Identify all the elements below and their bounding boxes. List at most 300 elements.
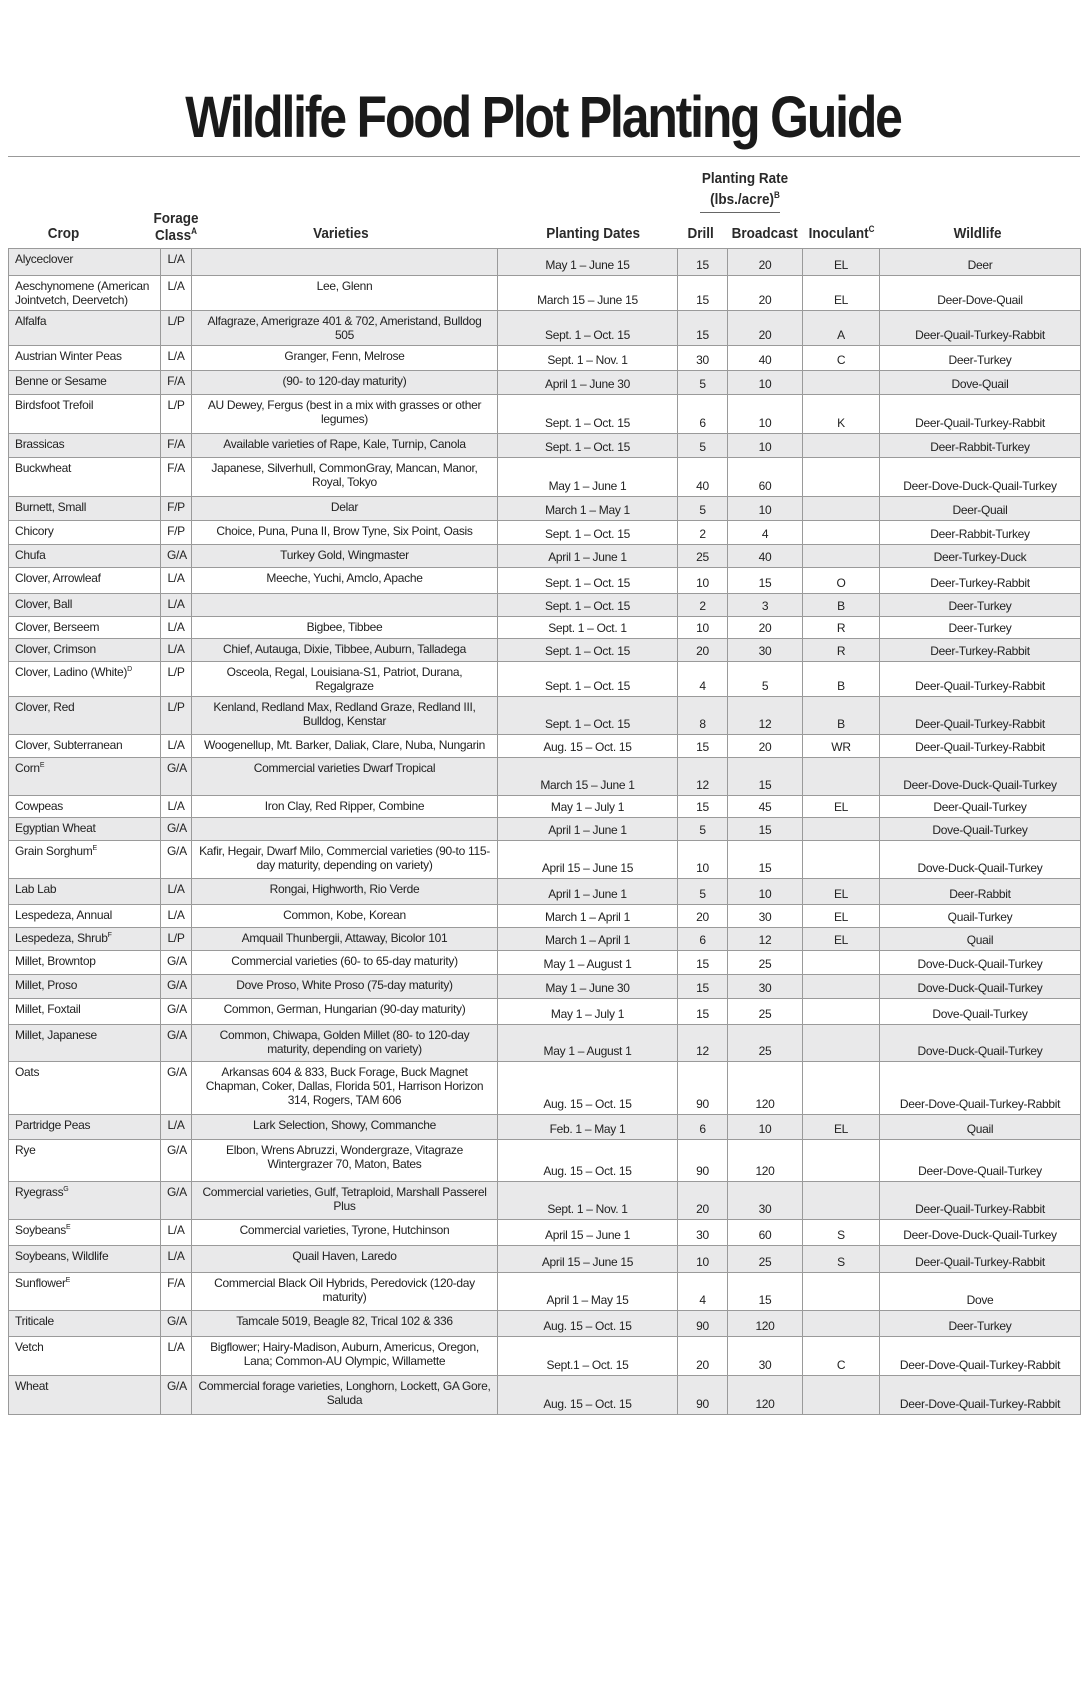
crop-cell bbox=[9, 521, 161, 545]
planting-dates-text: May 1 – August 1 bbox=[543, 1044, 632, 1058]
varieties-text: Rongai, Highworth, Rio Verde bbox=[269, 882, 420, 896]
forage-class-text: G/A bbox=[167, 548, 187, 562]
wildlife-text: Quail bbox=[966, 933, 994, 947]
drill-rate-text: 2 bbox=[699, 527, 706, 541]
drill-rate-text: 15 bbox=[696, 740, 709, 754]
drill-rate-text: 90 bbox=[696, 1164, 709, 1178]
drill-rate-text: 5 bbox=[699, 440, 706, 454]
broadcast-rate-text: 15 bbox=[758, 778, 772, 792]
planting-dates-cell bbox=[498, 1376, 678, 1415]
table-row bbox=[9, 594, 1081, 617]
table-row bbox=[9, 346, 1081, 371]
wildlife-cell bbox=[880, 697, 1081, 735]
varieties-text: Delar bbox=[330, 500, 359, 514]
planting-dates-cell bbox=[498, 796, 678, 818]
planting-dates-text: Sept. 1 – Oct. 15 bbox=[545, 527, 630, 541]
forage-class-text: L/A bbox=[167, 252, 185, 266]
planting-dates-text: May 1 – July 1 bbox=[550, 1007, 625, 1021]
drill-rate-text: 12 bbox=[696, 1044, 709, 1058]
varieties-text: Choice, Puna, Puna II, Brow Tyne, Six Point, Oasis bbox=[216, 524, 473, 538]
inoculant-cell bbox=[803, 434, 880, 458]
planting-dates-cell bbox=[498, 999, 678, 1025]
wildlife-text: Deer-Dove-Quail-Turkey bbox=[918, 1164, 1042, 1178]
wildlife-cell bbox=[880, 758, 1081, 796]
drill-rate-cell bbox=[678, 818, 728, 841]
inoculant-cell bbox=[803, 521, 880, 545]
inoculant-cell bbox=[803, 395, 880, 434]
broadcast-rate-cell bbox=[728, 818, 803, 841]
planting-dates-cell bbox=[498, 434, 678, 458]
varieties-cell bbox=[192, 1246, 498, 1273]
drill-rate-text: 20 bbox=[696, 644, 709, 658]
table-row bbox=[9, 1376, 1081, 1415]
wildlife-cell bbox=[880, 905, 1081, 928]
wildlife-text: Deer-Quail-Turkey bbox=[933, 800, 1027, 814]
forage-class-text: L/A bbox=[167, 908, 185, 922]
header-varieties: Varieties bbox=[313, 225, 369, 242]
varieties-text: Commercial forage varieties, Longhorn, Lockett, GA Gore, Saluda bbox=[198, 1379, 491, 1407]
broadcast-rate-cell bbox=[728, 346, 803, 371]
inoculant-cell bbox=[803, 1246, 880, 1273]
broadcast-rate-cell bbox=[728, 905, 803, 928]
varieties-text: Lark Selection, Showy, Commanche bbox=[253, 1118, 436, 1132]
planting-dates-cell bbox=[498, 841, 678, 879]
broadcast-rate-cell bbox=[728, 697, 803, 735]
wildlife-cell bbox=[880, 1311, 1081, 1337]
forage-class-cell bbox=[161, 818, 192, 841]
broadcast-rate-text: 15 bbox=[758, 861, 772, 875]
crop-cell bbox=[9, 311, 161, 346]
wildlife-text: Deer-Quail-Turkey-Rabbit bbox=[915, 1202, 1045, 1216]
broadcast-rate-text: 10 bbox=[758, 440, 772, 454]
drill-rate-cell bbox=[678, 371, 728, 395]
crop-text: Alyceclover bbox=[15, 252, 74, 266]
planting-dates-cell bbox=[498, 662, 678, 697]
inoculant-cell bbox=[803, 311, 880, 346]
forage-class-text: L/P bbox=[167, 665, 185, 679]
broadcast-rate-text: 25 bbox=[758, 1255, 772, 1269]
drill-rate-cell bbox=[678, 545, 728, 568]
varieties-text: Granger, Fenn, Melrose bbox=[284, 349, 405, 363]
table-row bbox=[9, 975, 1081, 999]
inoculant-cell bbox=[803, 735, 880, 758]
table-row bbox=[9, 568, 1081, 594]
crop-text: Brassicas bbox=[15, 437, 65, 451]
drill-rate-cell bbox=[678, 999, 728, 1025]
broadcast-rate-text: 15 bbox=[758, 576, 772, 590]
varieties-cell bbox=[192, 735, 498, 758]
inoculant-text: B bbox=[837, 679, 845, 693]
drill-rate-text: 30 bbox=[696, 1228, 709, 1242]
broadcast-rate-text: 60 bbox=[758, 479, 772, 493]
crop-text: Partridge Peas bbox=[15, 1118, 91, 1132]
table-row bbox=[9, 905, 1081, 928]
table-row bbox=[9, 841, 1081, 879]
planting-dates-cell bbox=[498, 975, 678, 999]
planting-dates-text: April 1 – June 1 bbox=[548, 887, 627, 901]
wildlife-cell bbox=[880, 1337, 1081, 1376]
broadcast-rate-text: 12 bbox=[758, 717, 772, 731]
broadcast-rate-text: 30 bbox=[758, 644, 772, 658]
broadcast-rate-cell bbox=[728, 975, 803, 999]
drill-rate-text: 15 bbox=[696, 328, 709, 342]
drill-rate-text: 10 bbox=[696, 576, 709, 590]
forage-class-cell bbox=[161, 841, 192, 879]
forage-class-cell bbox=[161, 346, 192, 371]
planting-dates-cell bbox=[498, 758, 678, 796]
wildlife-text: Dove-Duck-Quail-Turkey bbox=[917, 957, 1043, 971]
broadcast-rate-text: 120 bbox=[755, 1164, 775, 1178]
wildlife-text: Dove-Duck-Quail-Turkey bbox=[917, 1044, 1043, 1058]
planting-dates-cell bbox=[498, 905, 678, 928]
varieties-cell bbox=[192, 458, 498, 497]
inoculant-cell bbox=[803, 1337, 880, 1376]
crop-cell bbox=[9, 879, 161, 905]
drill-rate-text: 10 bbox=[696, 621, 709, 635]
inoculant-text: S bbox=[837, 1255, 845, 1269]
crop-text: Millet, Browntop bbox=[15, 954, 96, 968]
crop-cell bbox=[9, 975, 161, 999]
drill-rate-text: 6 bbox=[699, 416, 706, 430]
drill-rate-text: 15 bbox=[696, 981, 709, 995]
wildlife-text: Deer-Turkey bbox=[948, 1319, 1012, 1333]
planting-dates-text: April 15 – June 15 bbox=[541, 1255, 634, 1269]
wildlife-cell bbox=[880, 1025, 1081, 1062]
drill-rate-cell bbox=[678, 1025, 728, 1062]
crop-cell bbox=[9, 951, 161, 975]
broadcast-rate-cell bbox=[728, 1062, 803, 1115]
varieties-cell bbox=[192, 796, 498, 818]
varieties-text: Meeche, Yuchi, Amclo, Apache bbox=[266, 571, 423, 585]
drill-rate-cell bbox=[678, 617, 728, 639]
wildlife-cell bbox=[880, 521, 1081, 545]
planting-dates-text: May 1 – June 15 bbox=[545, 258, 630, 272]
crop-cell bbox=[9, 1182, 161, 1220]
drill-rate-cell bbox=[678, 311, 728, 346]
inoculant-cell bbox=[803, 758, 880, 796]
broadcast-rate-text: 25 bbox=[758, 957, 772, 971]
drill-rate-cell bbox=[678, 697, 728, 735]
forage-class-text: L/A bbox=[167, 738, 185, 752]
wildlife-text: Deer-Quail-Turkey-Rabbit bbox=[915, 717, 1045, 731]
inoculant-cell bbox=[803, 841, 880, 879]
forage-class-cell bbox=[161, 758, 192, 796]
wildlife-text: Deer-Quail bbox=[952, 503, 1008, 517]
drill-rate-text: 4 bbox=[699, 1293, 706, 1307]
varieties-text: Kenland, Redland Max, Redland Graze, Redland III, Bulldog, Kenstar bbox=[213, 700, 476, 728]
varieties-text: Turkey Gold, Wingmaster bbox=[280, 548, 409, 562]
varieties-text: Lee, Glenn bbox=[316, 279, 373, 293]
crop-text: Egyptian Wheat bbox=[15, 821, 96, 835]
varieties-cell bbox=[192, 951, 498, 975]
planting-dates-cell bbox=[498, 1025, 678, 1062]
drill-rate-cell bbox=[678, 1246, 728, 1273]
varieties-cell bbox=[192, 1376, 498, 1415]
varieties-text: Amquail Thunbergii, Attaway, Bicolor 101 bbox=[241, 931, 448, 945]
forage-class-text: L/P bbox=[167, 700, 185, 714]
drill-rate-cell bbox=[678, 735, 728, 758]
drill-rate-text: 90 bbox=[696, 1097, 709, 1111]
crop-text: Alfalfa bbox=[15, 314, 47, 328]
planting-dates-text: April 15 – June 1 bbox=[545, 1228, 630, 1242]
wildlife-cell bbox=[880, 545, 1081, 568]
varieties-text: Commercial varieties (60- to 65-day maturity) bbox=[231, 954, 458, 968]
forage-class-cell bbox=[161, 1376, 192, 1415]
table-row bbox=[9, 371, 1081, 395]
wildlife-text: Deer bbox=[967, 258, 993, 272]
forage-class-cell bbox=[161, 975, 192, 999]
planting-dates-text: Aug. 15 – Oct. 15 bbox=[543, 1319, 632, 1333]
planting-dates-text: May 1 – June 30 bbox=[545, 981, 630, 995]
drill-rate-text: 2 bbox=[699, 599, 706, 613]
drill-rate-text: 15 bbox=[696, 258, 709, 272]
crop-cell bbox=[9, 1311, 161, 1337]
inoculant-text: C bbox=[836, 1358, 846, 1372]
planting-dates-cell bbox=[498, 818, 678, 841]
drill-rate-cell bbox=[678, 1062, 728, 1115]
broadcast-rate-text: 60 bbox=[758, 1228, 772, 1242]
drill-rate-cell bbox=[678, 975, 728, 999]
wildlife-cell bbox=[880, 371, 1081, 395]
broadcast-rate-cell bbox=[728, 639, 803, 662]
planting-dates-text: April 1 – June 30 bbox=[545, 377, 630, 391]
broadcast-rate-cell bbox=[728, 951, 803, 975]
inoculant-cell bbox=[803, 796, 880, 818]
crop-text: Burnett, Small bbox=[15, 500, 87, 514]
forage-class-cell bbox=[161, 521, 192, 545]
table-row bbox=[9, 1337, 1081, 1376]
broadcast-rate-cell bbox=[728, 735, 803, 758]
forage-class-text: G/A bbox=[167, 954, 187, 968]
inoculant-cell bbox=[803, 928, 880, 951]
wildlife-cell bbox=[880, 434, 1081, 458]
broadcast-rate-text: 25 bbox=[758, 1007, 772, 1021]
broadcast-rate-text: 5 bbox=[761, 679, 769, 693]
wildlife-text: Deer-Dove-Quail bbox=[937, 293, 1023, 307]
forage-class-text: L/A bbox=[167, 642, 185, 656]
crop-cell bbox=[9, 276, 161, 311]
wildlife-cell bbox=[880, 346, 1081, 371]
drill-rate-text: 5 bbox=[699, 887, 706, 901]
forage-class-text: L/A bbox=[167, 1249, 185, 1263]
table-row bbox=[9, 1311, 1081, 1337]
wildlife-cell bbox=[880, 249, 1081, 276]
varieties-cell bbox=[192, 841, 498, 879]
drill-rate-text: 15 bbox=[696, 1007, 709, 1021]
table-row bbox=[9, 276, 1081, 311]
forage-class-cell bbox=[161, 371, 192, 395]
crop-cell bbox=[9, 758, 161, 796]
title-divider bbox=[8, 156, 1080, 157]
broadcast-rate-cell bbox=[728, 1311, 803, 1337]
wildlife-cell bbox=[880, 311, 1081, 346]
inoculant-text: WR bbox=[831, 740, 851, 754]
forage-class-text: L/A bbox=[167, 1340, 185, 1354]
broadcast-rate-cell bbox=[728, 521, 803, 545]
wildlife-text: Quail-Turkey bbox=[947, 910, 1013, 924]
crop-text: Lespedeza, Annual bbox=[15, 908, 112, 922]
drill-rate-cell bbox=[678, 395, 728, 434]
varieties-text: Iron Clay, Red Ripper, Combine bbox=[264, 799, 425, 813]
crop-text: Wheat bbox=[15, 1379, 49, 1393]
varieties-cell bbox=[192, 1311, 498, 1337]
table-row bbox=[9, 1273, 1081, 1311]
varieties-text: AU Dewey, Fergus (best in a mix with grasses or other legumes) bbox=[207, 398, 482, 426]
varieties-cell bbox=[192, 311, 498, 346]
broadcast-rate-text: 120 bbox=[755, 1319, 775, 1333]
inoculant-text: O bbox=[836, 576, 846, 590]
varieties-cell bbox=[192, 371, 498, 395]
planting-dates-text: April 15 – June 15 bbox=[541, 861, 634, 875]
planting-dates-cell bbox=[498, 1140, 678, 1182]
header-planting-rate: Planting Rate (lbs./acre)$^B$ bbox=[701, 170, 789, 208]
varieties-cell bbox=[192, 594, 498, 617]
crop-cell bbox=[9, 395, 161, 434]
wildlife-cell bbox=[880, 735, 1081, 758]
wildlife-text: Deer-Quail-Turkey-Rabbit bbox=[915, 328, 1045, 342]
broadcast-rate-cell bbox=[728, 1337, 803, 1376]
inoculant-cell bbox=[803, 1025, 880, 1062]
planting-dates-cell bbox=[498, 928, 678, 951]
wildlife-text: Deer-Turkey-Duck bbox=[933, 550, 1027, 564]
broadcast-rate-cell bbox=[728, 371, 803, 395]
planting-dates-text: May 1 – August 1 bbox=[543, 957, 632, 971]
crop-text: Birdsfoot Trefoil bbox=[15, 398, 94, 412]
drill-rate-text: 25 bbox=[696, 550, 709, 564]
crop-cell bbox=[9, 662, 161, 697]
header-crop: Crop bbox=[47, 225, 80, 242]
forage-class-cell bbox=[161, 697, 192, 735]
table-row bbox=[9, 999, 1081, 1025]
broadcast-rate-cell bbox=[728, 395, 803, 434]
wildlife-text: Deer-Rabbit-Turkey bbox=[930, 527, 1030, 541]
varieties-text: Common, Chiwapa, Golden Millet (80- to 120-day maturity, depending on variety) bbox=[219, 1028, 470, 1056]
forage-class-text: L/A bbox=[167, 1223, 185, 1237]
table-row bbox=[9, 434, 1081, 458]
forage-class-text: F/P bbox=[167, 524, 185, 538]
varieties-text: Osceola, Regal, Louisiana-S1, Patriot, Durana, Regalgraze bbox=[226, 665, 463, 693]
varieties-cell bbox=[192, 758, 498, 796]
forage-class-text: G/A bbox=[167, 978, 187, 992]
wildlife-text: Deer-Dove-Quail-Turkey-Rabbit bbox=[899, 1358, 1061, 1372]
wildlife-cell bbox=[880, 1182, 1081, 1220]
inoculant-text: K bbox=[837, 416, 845, 430]
drill-rate-cell bbox=[678, 1182, 728, 1220]
broadcast-rate-cell bbox=[728, 928, 803, 951]
planting-dates-text: May 1 – July 1 bbox=[550, 800, 625, 814]
forage-class-text: L/A bbox=[167, 597, 185, 611]
varieties-text: Chief, Autauga, Dixie, Tibbee, Auburn, Talladega bbox=[223, 642, 466, 656]
crop-text: Clover, Subterranean bbox=[15, 738, 123, 752]
wildlife-cell bbox=[880, 617, 1081, 639]
crop-cell bbox=[9, 735, 161, 758]
drill-rate-cell bbox=[678, 594, 728, 617]
broadcast-rate-cell bbox=[728, 568, 803, 594]
forage-class-text: G/A bbox=[167, 821, 187, 835]
forage-class-cell bbox=[161, 1025, 192, 1062]
planting-dates-text: Sept. 1 – Oct. 15 bbox=[545, 717, 630, 731]
table-row bbox=[9, 639, 1081, 662]
inoculant-text: B bbox=[837, 717, 845, 731]
varieties-cell bbox=[192, 639, 498, 662]
drill-rate-cell bbox=[678, 758, 728, 796]
crop-cell bbox=[9, 928, 161, 951]
broadcast-rate-text: 20 bbox=[758, 328, 772, 342]
inoculant-text: R bbox=[836, 621, 846, 635]
table-row bbox=[9, 735, 1081, 758]
planting-dates-text: Sept. 1 – Nov. 1 bbox=[547, 1202, 628, 1216]
inoculant-cell bbox=[803, 276, 880, 311]
planting-dates-text: Feb. 1 – May 1 bbox=[549, 1122, 626, 1136]
table-row bbox=[9, 545, 1081, 568]
varieties-text: Tamcale 5019, Beagle 82, Trical 102 & 336 bbox=[236, 1314, 453, 1328]
drill-rate-text: 6 bbox=[699, 933, 706, 947]
planting-dates-cell bbox=[498, 735, 678, 758]
broadcast-rate-text: 10 bbox=[758, 377, 772, 391]
planting-dates-cell bbox=[498, 1182, 678, 1220]
varieties-cell bbox=[192, 521, 498, 545]
varieties-text: Available varieties of Rape, Kale, Turnip, Canola bbox=[223, 437, 466, 451]
varieties-text: Bigbee, Tibbee bbox=[306, 620, 383, 634]
varieties-text: Commercial Black Oil Hybrids, Peredovick (120-day maturity) bbox=[214, 1276, 475, 1304]
forage-class-cell bbox=[161, 568, 192, 594]
broadcast-rate-cell bbox=[728, 594, 803, 617]
planting-dates-cell bbox=[498, 1311, 678, 1337]
crop-text: Millet, Japanese bbox=[15, 1028, 97, 1042]
wildlife-text: Dove-Quail-Turkey bbox=[932, 823, 1028, 837]
crop-text: Sunflower bbox=[15, 1276, 66, 1290]
wildlife-text: Deer-Dove-Duck-Quail-Turkey bbox=[903, 778, 1057, 792]
planting-dates-text: Sept. 1 – Oct. 15 bbox=[545, 328, 630, 342]
broadcast-rate-cell bbox=[728, 999, 803, 1025]
broadcast-rate-cell bbox=[728, 1246, 803, 1273]
varieties-text: Quail Haven, Laredo bbox=[292, 1249, 397, 1263]
crop-text: Cowpeas bbox=[15, 799, 63, 813]
forage-class-cell bbox=[161, 617, 192, 639]
forage-class-text: G/A bbox=[167, 761, 187, 775]
table-row bbox=[9, 311, 1081, 346]
inoculant-cell bbox=[803, 999, 880, 1025]
wildlife-text: Deer-Quail-Turkey-Rabbit bbox=[915, 740, 1045, 754]
planting-dates-cell bbox=[498, 276, 678, 311]
crop-text: Clover, Ladino (White) bbox=[15, 665, 128, 679]
wildlife-cell bbox=[880, 1376, 1081, 1415]
crop-text: Buckwheat bbox=[15, 461, 71, 475]
forage-class-cell bbox=[161, 395, 192, 434]
drill-rate-text: 4 bbox=[699, 679, 706, 693]
wildlife-text: Deer-Turkey bbox=[948, 599, 1012, 613]
inoculant-text: EL bbox=[833, 887, 849, 901]
varieties-cell bbox=[192, 1062, 498, 1115]
wildlife-text: Deer-Rabbit bbox=[949, 887, 1011, 901]
wildlife-text: Deer-Turkey bbox=[948, 621, 1012, 635]
forage-class-text: G/A bbox=[167, 844, 187, 858]
broadcast-rate-cell bbox=[728, 1220, 803, 1246]
broadcast-rate-text: 10 bbox=[758, 416, 772, 430]
crop-cell bbox=[9, 639, 161, 662]
header-wildlife: Wildlife bbox=[953, 225, 1002, 242]
inoculant-cell bbox=[803, 1182, 880, 1220]
planting-dates-text: Sept. 1 – Oct. 15 bbox=[545, 416, 630, 430]
broadcast-rate-text: 20 bbox=[758, 293, 772, 307]
drill-rate-cell bbox=[678, 1376, 728, 1415]
crop-cell bbox=[9, 1273, 161, 1311]
broadcast-rate-cell bbox=[728, 276, 803, 311]
forage-class-text: L/A bbox=[167, 279, 185, 293]
planting-dates-cell bbox=[498, 371, 678, 395]
crop-text: Clover, Ball bbox=[15, 597, 73, 611]
inoculant-cell bbox=[803, 568, 880, 594]
